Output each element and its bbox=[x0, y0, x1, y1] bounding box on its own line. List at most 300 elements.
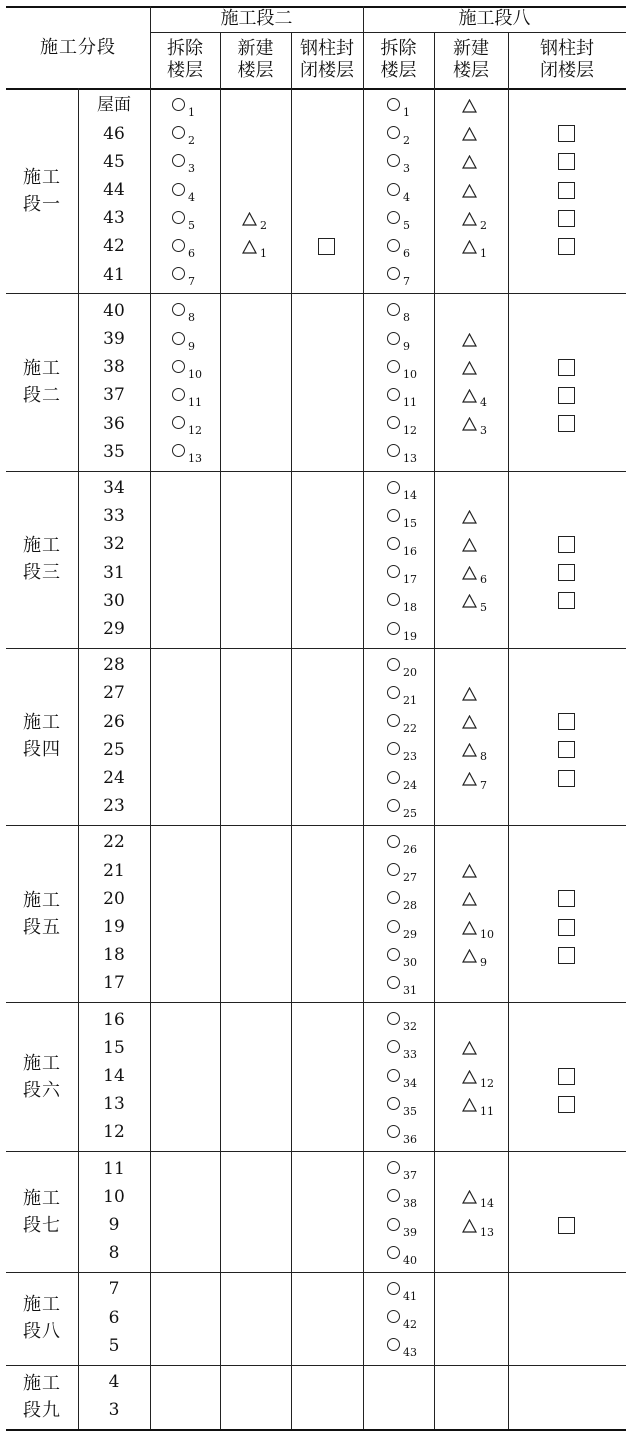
demolition-mark bbox=[172, 300, 195, 324]
new-build-mark bbox=[462, 562, 487, 586]
circle-index: 21 bbox=[403, 694, 417, 707]
steel-closure-mark bbox=[558, 359, 575, 376]
steel-closure-mark bbox=[558, 564, 575, 581]
demolition-mark bbox=[387, 300, 410, 324]
demolition-mark bbox=[387, 1066, 417, 1090]
segment-divider bbox=[6, 1365, 626, 1366]
circle-index: 27 bbox=[403, 871, 417, 885]
circle-index: 16 bbox=[403, 545, 417, 558]
demolition-mark bbox=[172, 329, 195, 353]
segment-divider bbox=[6, 1272, 626, 1273]
triangle-icon bbox=[462, 1069, 477, 1088]
demolition-mark bbox=[172, 151, 195, 175]
floor-number: 45 bbox=[103, 151, 125, 172]
new-build-mark bbox=[462, 945, 487, 969]
triangle-icon bbox=[462, 98, 477, 117]
column-rule bbox=[220, 32, 221, 1429]
demolition-mark bbox=[172, 208, 195, 232]
circle-index: 33 bbox=[403, 1048, 417, 1062]
circle-icon bbox=[387, 239, 400, 252]
header-bottom-rule bbox=[6, 88, 626, 90]
triangle-icon bbox=[462, 211, 477, 230]
demolition-mark bbox=[387, 768, 417, 792]
circle-icon bbox=[387, 714, 400, 727]
floor-number: 26 bbox=[103, 711, 125, 732]
segment-divider bbox=[6, 471, 626, 472]
steel-closure-mark bbox=[558, 919, 575, 936]
steel-closure-mark bbox=[558, 1096, 575, 1113]
circle-index: 8 bbox=[403, 311, 410, 325]
circle-index: 26 bbox=[403, 843, 417, 856]
floor-number: 40 bbox=[103, 300, 125, 321]
column-rule bbox=[434, 32, 435, 1429]
steel-closure-mark bbox=[318, 238, 335, 255]
demolition-mark bbox=[387, 860, 417, 884]
segment-label: 施工 段二 bbox=[23, 357, 61, 406]
steel-closure-mark bbox=[558, 1217, 575, 1234]
new-build-mark bbox=[462, 711, 477, 733]
sub-header-a-1: 新建 楼层 bbox=[237, 37, 274, 81]
circle-index: 17 bbox=[403, 573, 417, 587]
triangle-index: 13 bbox=[480, 1225, 494, 1239]
floor-number: 15 bbox=[103, 1037, 125, 1058]
circle-icon bbox=[387, 1282, 400, 1295]
new-build-mark bbox=[462, 739, 487, 763]
circle-icon bbox=[387, 742, 400, 755]
steel-closure-mark bbox=[558, 592, 575, 609]
triangle-icon bbox=[462, 183, 477, 202]
circle-index: 10 bbox=[188, 367, 202, 381]
circle-index: 1 bbox=[403, 106, 410, 119]
construction-sequence-table bbox=[6, 6, 626, 1429]
floor-number: 17 bbox=[103, 973, 125, 994]
triangle-index: 2 bbox=[480, 218, 487, 232]
floor-number: 12 bbox=[103, 1122, 125, 1143]
circle-index: 5 bbox=[403, 218, 410, 232]
segment-divider bbox=[6, 825, 626, 826]
circle-index: 13 bbox=[188, 452, 202, 466]
demolition-mark bbox=[387, 655, 417, 679]
demolition-mark bbox=[387, 236, 410, 260]
floor-number: 4 bbox=[108, 1372, 120, 1393]
demolition-mark bbox=[172, 357, 202, 381]
triangle-icon bbox=[462, 126, 477, 145]
circle-icon bbox=[172, 388, 185, 401]
circle-index: 9 bbox=[188, 339, 195, 353]
circle-icon bbox=[387, 360, 400, 373]
new-build-mark bbox=[462, 1094, 494, 1118]
floor-number: 27 bbox=[103, 683, 125, 704]
segment-label: 施工 段一 bbox=[23, 166, 61, 215]
triangle-icon bbox=[462, 537, 477, 556]
new-build-mark bbox=[462, 123, 477, 145]
circle-icon bbox=[387, 444, 400, 457]
triangle-icon bbox=[242, 239, 257, 258]
demolition-mark bbox=[387, 151, 410, 175]
floor-number: 18 bbox=[103, 945, 125, 966]
sub-header-a-2: 钢柱封 闭楼层 bbox=[300, 37, 354, 81]
floor-number: 23 bbox=[103, 796, 125, 817]
circle-index: 24 bbox=[403, 778, 417, 792]
floor-number: 16 bbox=[103, 1009, 125, 1030]
group-header-b: 施工段八 bbox=[458, 7, 531, 29]
demolition-mark bbox=[387, 796, 417, 820]
circle-index: 34 bbox=[403, 1076, 417, 1090]
circle-icon bbox=[387, 948, 400, 961]
circle-icon bbox=[387, 303, 400, 316]
circle-icon bbox=[387, 481, 400, 494]
segment-divider bbox=[6, 1002, 626, 1003]
steel-closure-mark bbox=[558, 713, 575, 730]
floor-number: 9 bbox=[108, 1215, 120, 1236]
demolition-mark bbox=[387, 711, 417, 735]
segment-divider bbox=[6, 648, 626, 649]
triangle-index: 3 bbox=[480, 424, 487, 438]
floor-number: 3 bbox=[108, 1400, 120, 1421]
circle-icon bbox=[172, 98, 185, 111]
circle-index: 6 bbox=[403, 247, 410, 260]
triangle-icon bbox=[462, 509, 477, 528]
circle-index: 2 bbox=[188, 134, 195, 148]
circle-index: 11 bbox=[188, 396, 202, 409]
demolition-mark bbox=[387, 1215, 417, 1239]
floor-number: 33 bbox=[103, 506, 125, 527]
demolition-mark bbox=[387, 208, 410, 232]
circle-icon bbox=[172, 211, 185, 224]
steel-closure-mark bbox=[558, 210, 575, 227]
triangle-icon bbox=[462, 1097, 477, 1116]
triangle-index: 1 bbox=[480, 247, 487, 260]
circle-icon bbox=[172, 126, 185, 139]
circle-index: 4 bbox=[403, 190, 410, 204]
circle-icon bbox=[387, 593, 400, 606]
triangle-icon bbox=[462, 1040, 477, 1059]
demolition-mark bbox=[387, 832, 417, 856]
circle-index: 19 bbox=[403, 629, 417, 643]
floor-number: 11 bbox=[103, 1158, 125, 1179]
new-build-mark bbox=[462, 683, 477, 705]
demolition-mark bbox=[387, 917, 417, 941]
new-build-mark bbox=[462, 151, 477, 173]
segment-label: 施工 段四 bbox=[23, 712, 61, 761]
circle-icon bbox=[387, 565, 400, 578]
floor-number: 5 bbox=[108, 1335, 120, 1356]
segment-label: 施工 段五 bbox=[23, 889, 61, 938]
sub-header-b-0: 拆除 楼层 bbox=[380, 37, 417, 81]
circle-icon bbox=[387, 799, 400, 812]
triangle-index: 1 bbox=[260, 247, 267, 260]
demolition-mark bbox=[387, 1186, 417, 1210]
column-rule bbox=[508, 32, 509, 1429]
circle-index: 20 bbox=[403, 665, 417, 679]
circle-index: 43 bbox=[403, 1346, 417, 1360]
demolition-mark bbox=[172, 95, 195, 119]
triangle-icon bbox=[462, 416, 477, 435]
floor-number: 20 bbox=[103, 888, 125, 909]
column-rule bbox=[291, 32, 292, 1429]
floor-number: 41 bbox=[103, 264, 125, 285]
floor-number: 35 bbox=[103, 441, 125, 462]
segment-label: 施工 段八 bbox=[23, 1294, 61, 1343]
floor-number: 46 bbox=[103, 123, 125, 144]
new-build-mark bbox=[462, 1186, 494, 1210]
steel-closure-mark bbox=[558, 125, 575, 142]
circle-index: 6 bbox=[188, 247, 195, 260]
steel-closure-mark bbox=[558, 947, 575, 964]
floor-number: 43 bbox=[103, 208, 125, 229]
triangle-icon bbox=[462, 891, 477, 910]
circle-icon bbox=[172, 360, 185, 373]
circle-icon bbox=[387, 1125, 400, 1138]
circle-index: 25 bbox=[403, 806, 417, 820]
floor-number: 38 bbox=[103, 357, 125, 378]
new-build-mark bbox=[242, 208, 267, 232]
new-build-mark bbox=[462, 1037, 477, 1059]
triangle-icon bbox=[462, 1189, 477, 1208]
triangle-index: 4 bbox=[480, 396, 487, 409]
floor-number: 10 bbox=[103, 1186, 125, 1207]
demolition-mark bbox=[387, 123, 410, 147]
triangle-icon bbox=[462, 388, 477, 407]
floor-number: 28 bbox=[103, 655, 125, 676]
demolition-mark bbox=[387, 1122, 417, 1146]
demolition-mark bbox=[387, 180, 410, 204]
triangle-icon bbox=[462, 742, 477, 761]
demolition-mark bbox=[387, 683, 417, 707]
column-rule bbox=[150, 6, 151, 1429]
triangle-index: 8 bbox=[480, 750, 487, 764]
circle-icon bbox=[172, 332, 185, 345]
circle-index: 30 bbox=[403, 955, 417, 969]
floor-number: 21 bbox=[103, 860, 125, 881]
demolition-mark bbox=[387, 1009, 417, 1033]
circle-icon bbox=[172, 154, 185, 167]
demolition-mark bbox=[387, 888, 417, 912]
circle-index: 2 bbox=[403, 134, 410, 148]
circle-index: 41 bbox=[403, 1290, 417, 1303]
segment-divider bbox=[6, 293, 626, 294]
steel-closure-mark bbox=[558, 770, 575, 787]
demolition-mark bbox=[172, 180, 195, 204]
demolition-mark bbox=[387, 1335, 417, 1359]
sub-header-a-0: 拆除 楼层 bbox=[167, 37, 203, 81]
circle-icon bbox=[387, 183, 400, 196]
demolition-mark bbox=[387, 1243, 417, 1267]
floor-number: 31 bbox=[103, 562, 125, 583]
sub-header-b-1: 新建 楼层 bbox=[453, 37, 489, 81]
demolition-mark bbox=[387, 478, 417, 502]
circle-icon bbox=[387, 154, 400, 167]
demolition-mark bbox=[172, 123, 195, 147]
floor-number: 30 bbox=[103, 590, 125, 611]
circle-icon bbox=[387, 537, 400, 550]
circle-index: 5 bbox=[188, 218, 195, 232]
floor-number: 屋面 bbox=[97, 95, 131, 116]
demolition-mark bbox=[172, 385, 202, 409]
triangle-index: 5 bbox=[480, 601, 487, 615]
circle-icon bbox=[387, 771, 400, 784]
circle-icon bbox=[387, 1040, 400, 1053]
circle-index: 38 bbox=[403, 1197, 417, 1211]
triangle-icon bbox=[462, 920, 477, 939]
circle-icon bbox=[387, 622, 400, 635]
circle-index: 3 bbox=[188, 162, 195, 176]
circle-icon bbox=[172, 239, 185, 252]
floor-number: 14 bbox=[103, 1066, 125, 1087]
circle-icon bbox=[387, 1069, 400, 1082]
floor-number: 24 bbox=[103, 768, 125, 789]
steel-closure-mark bbox=[558, 1068, 575, 1085]
segment-header: 施工分段 bbox=[40, 36, 116, 58]
circle-index: 40 bbox=[403, 1253, 417, 1267]
circle-icon bbox=[387, 835, 400, 848]
circle-icon bbox=[387, 686, 400, 699]
triangle-index: 14 bbox=[480, 1197, 494, 1211]
floor-number: 37 bbox=[103, 385, 125, 406]
circle-index: 15 bbox=[403, 516, 417, 530]
demolition-mark bbox=[387, 1037, 417, 1061]
demolition-mark bbox=[387, 413, 417, 437]
floor-number: 7 bbox=[108, 1279, 120, 1300]
demolition-mark bbox=[387, 441, 417, 465]
triangle-icon bbox=[462, 593, 477, 612]
circle-icon bbox=[387, 1310, 400, 1323]
circle-index: 14 bbox=[403, 488, 417, 502]
floor-number: 32 bbox=[103, 534, 125, 555]
triangle-icon bbox=[462, 948, 477, 967]
floor-number: 25 bbox=[103, 739, 125, 760]
circle-index: 39 bbox=[403, 1225, 417, 1239]
new-build-mark bbox=[462, 1215, 494, 1239]
demolition-mark bbox=[387, 534, 417, 558]
column-rule bbox=[78, 88, 79, 1429]
circle-icon bbox=[387, 1189, 400, 1202]
circle-index: 32 bbox=[403, 1020, 417, 1034]
circle-index: 3 bbox=[403, 162, 410, 176]
circle-index: 37 bbox=[403, 1169, 417, 1183]
circle-index: 4 bbox=[188, 190, 195, 204]
circle-icon bbox=[387, 920, 400, 933]
circle-index: 28 bbox=[403, 899, 417, 913]
demolition-mark bbox=[387, 739, 417, 763]
triangle-icon bbox=[462, 686, 477, 705]
circle-icon bbox=[172, 444, 185, 457]
demolition-mark bbox=[387, 562, 417, 586]
floor-number: 29 bbox=[103, 619, 125, 640]
new-build-mark bbox=[462, 357, 477, 379]
new-build-mark bbox=[462, 506, 477, 528]
new-build-mark bbox=[462, 413, 487, 437]
circle-index: 23 bbox=[403, 750, 417, 764]
circle-icon bbox=[172, 416, 185, 429]
circle-index: 12 bbox=[188, 424, 202, 438]
circle-icon bbox=[387, 211, 400, 224]
demolition-mark bbox=[387, 973, 417, 997]
header-rule bbox=[150, 32, 626, 33]
triangle-index: 6 bbox=[480, 573, 487, 587]
new-build-mark bbox=[462, 95, 477, 117]
demolition-mark bbox=[387, 1307, 417, 1331]
demolition-mark bbox=[387, 1094, 417, 1118]
steel-closure-mark bbox=[558, 415, 575, 432]
triangle-icon bbox=[462, 239, 477, 258]
segment-divider bbox=[6, 1151, 626, 1152]
floor-number: 13 bbox=[103, 1094, 125, 1115]
circle-index: 29 bbox=[403, 927, 417, 941]
new-build-mark bbox=[462, 329, 477, 351]
triangle-index: 11 bbox=[480, 1104, 494, 1118]
floor-number: 8 bbox=[108, 1243, 120, 1264]
demolition-mark bbox=[387, 95, 410, 119]
circle-icon bbox=[387, 1097, 400, 1110]
new-build-mark bbox=[462, 1066, 494, 1090]
circle-icon bbox=[387, 509, 400, 522]
segment-label: 施工 段三 bbox=[23, 535, 61, 584]
triangle-index: 12 bbox=[480, 1076, 494, 1090]
circle-index: 12 bbox=[403, 424, 417, 438]
floor-number: 34 bbox=[103, 478, 125, 499]
circle-index: 42 bbox=[403, 1318, 417, 1332]
demolition-mark bbox=[387, 385, 417, 409]
new-build-mark bbox=[462, 917, 494, 941]
floor-number: 39 bbox=[103, 329, 125, 350]
circle-index: 10 bbox=[403, 367, 417, 381]
steel-closure-mark bbox=[558, 182, 575, 199]
demolition-mark bbox=[387, 357, 417, 381]
new-build-mark bbox=[242, 236, 267, 260]
demolition-mark bbox=[387, 590, 417, 614]
demolition-mark bbox=[172, 413, 202, 437]
circle-icon bbox=[387, 1246, 400, 1259]
circle-icon bbox=[387, 658, 400, 671]
new-build-mark bbox=[462, 768, 487, 792]
demolition-mark bbox=[387, 506, 417, 530]
circle-icon bbox=[387, 863, 400, 876]
segment-label: 施工 段九 bbox=[23, 1372, 61, 1421]
demolition-mark bbox=[387, 945, 417, 969]
new-build-mark bbox=[462, 888, 477, 910]
circle-icon bbox=[387, 416, 400, 429]
triangle-index: 7 bbox=[480, 778, 487, 792]
circle-index: 9 bbox=[403, 339, 410, 353]
sub-header-b-2: 钢柱封 闭楼层 bbox=[540, 37, 594, 81]
circle-index: 7 bbox=[188, 275, 195, 289]
circle-icon bbox=[172, 267, 185, 280]
steel-closure-mark bbox=[558, 890, 575, 907]
new-build-mark bbox=[462, 180, 477, 202]
circle-icon bbox=[387, 98, 400, 111]
circle-index: 35 bbox=[403, 1104, 417, 1118]
floor-number: 36 bbox=[103, 413, 125, 434]
circle-icon bbox=[387, 1338, 400, 1351]
floor-number: 44 bbox=[103, 180, 125, 201]
floor-number: 22 bbox=[103, 832, 125, 853]
circle-icon bbox=[387, 126, 400, 139]
triangle-icon bbox=[242, 211, 257, 230]
triangle-icon bbox=[462, 863, 477, 882]
circle-index: 18 bbox=[403, 601, 417, 615]
circle-icon bbox=[387, 388, 400, 401]
steel-closure-mark bbox=[558, 238, 575, 255]
triangle-icon bbox=[462, 771, 477, 790]
circle-index: 7 bbox=[403, 275, 410, 289]
steel-closure-mark bbox=[558, 153, 575, 170]
circle-icon bbox=[387, 1012, 400, 1025]
circle-icon bbox=[387, 891, 400, 904]
segment-label: 施工 段六 bbox=[23, 1052, 61, 1101]
circle-index: 1 bbox=[188, 106, 195, 119]
circle-index: 31 bbox=[403, 984, 417, 997]
